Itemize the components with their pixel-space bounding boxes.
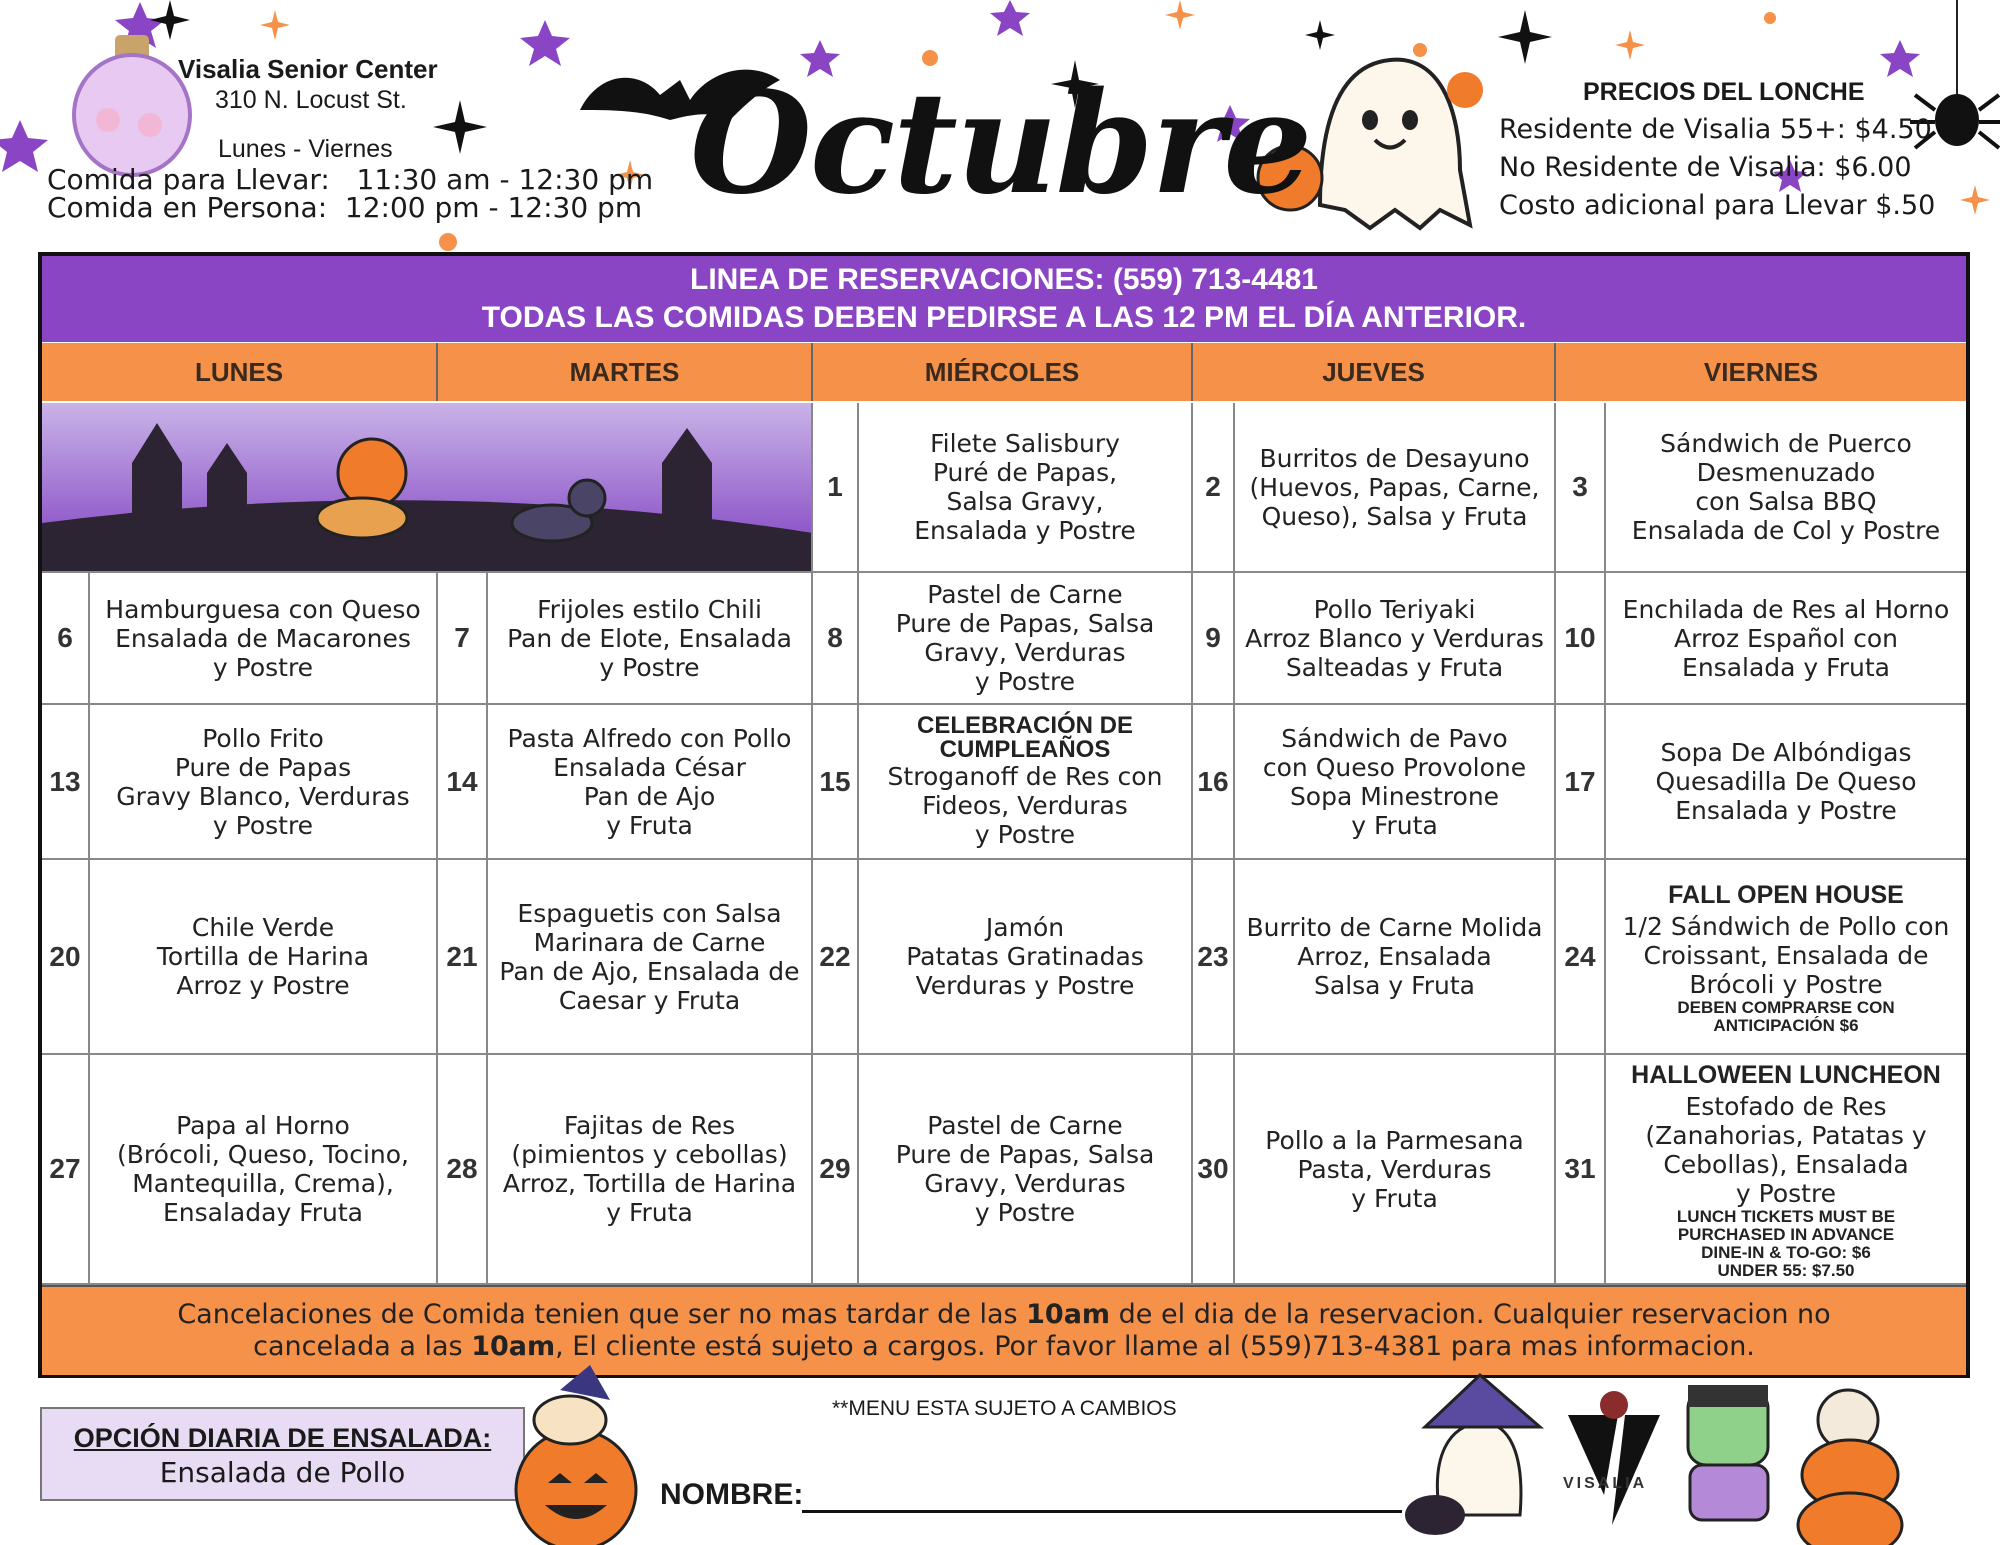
day-number: 28 xyxy=(438,1055,488,1283)
calendar-day-cell xyxy=(1193,1055,1556,1285)
menu-disclaimer: **MENU ESTA SUJETO A CAMBIOS xyxy=(832,1397,1177,1420)
weekday-header: MARTES xyxy=(438,343,813,401)
meal-line: y Fruta xyxy=(606,1198,693,1227)
meal-line: Caesar y Fruta xyxy=(558,985,741,1015)
calendar-day-cell xyxy=(1193,860,1556,1055)
day-number: 13 xyxy=(42,705,90,858)
meal-description xyxy=(1235,1055,1554,1283)
meal-description xyxy=(859,573,1191,703)
sparkle-icon xyxy=(1305,20,1335,50)
day-number: 27 xyxy=(42,1055,90,1283)
meal-line: Croissant, Ensalada de xyxy=(1643,941,1929,970)
meal-line: Queso), Salsa y Fruta xyxy=(1261,501,1528,531)
meal-line: y Postre xyxy=(212,810,314,840)
meal-description xyxy=(488,1055,811,1283)
sparkle-icon xyxy=(1498,10,1552,64)
halloween-scene xyxy=(42,403,813,573)
meal-line: Filete Salisbury xyxy=(930,429,1120,458)
calendar-day-cell xyxy=(813,403,1193,573)
dot-icon xyxy=(1764,12,1776,24)
calendar-day-cell xyxy=(438,705,813,860)
meal-line: Sándwich de Puerco xyxy=(1660,429,1912,458)
calendar-day-cell xyxy=(1556,1055,1966,1285)
meal-line: Pastel de Carne xyxy=(927,1111,1123,1140)
meal-line: con Salsa BBQ xyxy=(1695,487,1877,516)
meal-description xyxy=(90,860,436,1053)
meal-line: Patatas Gratinadas xyxy=(906,942,1144,971)
day-number: 21 xyxy=(438,860,488,1053)
calendar-day-cell xyxy=(813,573,1193,705)
day-number: 16 xyxy=(1193,705,1235,858)
sparkle-icon xyxy=(150,0,190,40)
meal-line: Pure de Papas, Salsa xyxy=(895,1140,1155,1169)
center-address: 310 N. Locust St. xyxy=(215,86,407,114)
day-number: 1 xyxy=(813,403,859,571)
meal-line: Hamburguesa con Queso xyxy=(105,594,421,624)
meal-description xyxy=(90,573,436,703)
meal-line: Burrito de Carne Molida xyxy=(1246,913,1543,942)
meal-line: Desmenuzado xyxy=(1696,458,1876,487)
meal-line: Pure de Papas xyxy=(174,752,352,782)
frankenstein-icon xyxy=(1688,1385,1768,1520)
meal-line: Fideos, Verduras xyxy=(922,791,1128,820)
policy-time: 10am xyxy=(1026,1299,1111,1330)
meal-description xyxy=(488,573,811,703)
event-heading: FALL OPEN HOUSE xyxy=(1668,881,1904,909)
meal-line: Gravy, Verduras xyxy=(924,1169,1126,1198)
meal-line: Pan de Ajo, Ensalada de xyxy=(499,956,800,986)
meal-line: Ensalada de Macarones xyxy=(115,623,411,653)
meal-description xyxy=(488,705,811,858)
sparkle-icon xyxy=(260,10,290,40)
meal-line: Jamón xyxy=(985,913,1065,942)
star-icon xyxy=(0,120,48,172)
visalia-logo-icon xyxy=(1568,1391,1660,1525)
sparkle-icon xyxy=(1960,185,1990,215)
witch-ghost-icon xyxy=(1405,1375,1540,1535)
sparkle-icon xyxy=(433,100,487,154)
day-number: 23 xyxy=(1193,860,1235,1053)
meal-line: Pollo Teriyaki xyxy=(1313,594,1476,624)
meal-line: Sopa Minestrone xyxy=(1289,781,1500,811)
meal-line: Stroganoff de Res con xyxy=(887,762,1163,791)
order-deadline: TODAS LAS COMIDAS DEBEN PEDIRSE A LAS 12 PM EL DÍA ANTERIOR. xyxy=(481,301,1527,334)
policy-text: de el dia de la reservacion. Cualquier reservacion no xyxy=(1110,1299,1831,1330)
day-number: 20 xyxy=(42,860,90,1053)
meal-line: Sándwich de Pavo xyxy=(1281,723,1508,753)
day-number: 8 xyxy=(813,573,859,703)
meal-line: (Brócoli, Queso, Tocino, xyxy=(117,1140,409,1169)
calendar-day-cell xyxy=(1556,403,1966,573)
meal-line: Ensalada y Fruta xyxy=(1682,652,1890,682)
event-note: PURCHASED IN ADVANCE xyxy=(1677,1225,1895,1244)
meal-line: Ensalada y Postre xyxy=(914,516,1136,545)
calendar-day-cell xyxy=(42,1055,438,1285)
meal-line: Sopa De Albóndigas xyxy=(1660,738,1912,767)
event-note: ANTICIPACIÓN $6 xyxy=(1713,1016,1859,1035)
weekday-header: LUNES xyxy=(42,343,438,401)
meal-line: y Fruta xyxy=(1351,1183,1438,1213)
meal-description xyxy=(859,705,1191,858)
day-number: 22 xyxy=(813,860,859,1053)
meal-description xyxy=(1606,1055,1966,1283)
weekday-header: MIÉRCOLES xyxy=(813,343,1193,401)
calendar-day-cell xyxy=(1193,705,1556,860)
sparkle-icon xyxy=(1165,0,1195,30)
meal-description xyxy=(90,1055,436,1283)
meal-line: Enchilada de Res al Horno xyxy=(1622,594,1950,624)
star-icon xyxy=(520,20,570,66)
meal-line: y Postre xyxy=(1735,1179,1837,1208)
meal-line: Pollo Frito xyxy=(202,723,324,753)
meal-line: Pasta, Verduras xyxy=(1297,1154,1492,1184)
meal-line: Salsa y Fruta xyxy=(1314,971,1475,1000)
event-note: UNDER 55: $7.50 xyxy=(1717,1261,1855,1280)
cancellation-policy xyxy=(42,1285,1966,1375)
calendar-day-cell xyxy=(1556,705,1966,860)
meal-line: Ensalada César xyxy=(553,752,746,782)
meal-line: Ensalada y Postre xyxy=(1675,796,1897,825)
meal-line: (pimientos y cebollas) xyxy=(511,1140,788,1169)
meal-line: Pollo a la Parmesana xyxy=(1265,1125,1524,1155)
calendar-day-cell xyxy=(1193,403,1556,573)
calendar-day-cell xyxy=(1556,860,1966,1055)
meal-line: Gravy, Verduras xyxy=(924,638,1126,667)
meal-line: Arroz Blanco y Verduras xyxy=(1245,623,1544,653)
calendar-day-cell xyxy=(813,860,1193,1055)
dot-icon xyxy=(439,233,457,251)
meal-line: Cebollas), Ensalada xyxy=(1663,1150,1909,1179)
calendar-day-cell xyxy=(813,705,1193,860)
event-note: DINE-IN & TO-GO: $6 xyxy=(1701,1243,1871,1262)
meal-line: y Postre xyxy=(974,820,1076,849)
day-number: 15 xyxy=(813,705,859,858)
dot-icon xyxy=(1413,43,1427,57)
day-number: 6 xyxy=(42,573,90,703)
calendar-day-cell xyxy=(438,1055,813,1285)
calendar-day-cell xyxy=(438,860,813,1055)
potion-bottle-icon xyxy=(74,35,190,175)
meal-description xyxy=(859,403,1191,571)
policy-text: cancelada a las xyxy=(253,1331,472,1362)
calendar-day-cell xyxy=(42,573,438,705)
day-number: 14 xyxy=(438,705,488,858)
meal-description xyxy=(1606,860,1966,1053)
meal-line: Arroz, Tortilla de Harina xyxy=(502,1169,797,1198)
meal-description xyxy=(1606,573,1966,703)
daily-salad-item: Ensalada de Pollo xyxy=(159,1456,406,1489)
meal-description xyxy=(1235,403,1554,571)
meal-line: y Postre xyxy=(974,667,1076,696)
meal-line: Arroz y Postre xyxy=(176,971,350,1000)
weekday-header: VIERNES xyxy=(1556,343,1966,401)
meal-line: Frijoles estilo Chili xyxy=(537,594,762,624)
daily-salad-title: OPCIÓN DIARIA DE ENSALADA: xyxy=(73,1423,492,1453)
day-number: 10 xyxy=(1556,573,1606,703)
day-number: 7 xyxy=(438,573,488,703)
meal-line: Pastel de Carne xyxy=(927,580,1123,609)
meal-line: Estofado de Res xyxy=(1685,1092,1887,1121)
meal-line: Brócoli y Postre xyxy=(1689,970,1883,999)
event-note: LUNCH TICKETS MUST BE xyxy=(1676,1207,1896,1226)
day-number: 29 xyxy=(813,1055,859,1283)
day-number: 24 xyxy=(1556,860,1606,1053)
meal-line: y Fruta xyxy=(1351,810,1438,840)
calendar-day-cell xyxy=(813,1055,1193,1285)
meal-line: Fajitas de Res xyxy=(563,1111,736,1140)
meal-description xyxy=(1606,705,1966,858)
event-note: DEBEN COMPRARSE CON xyxy=(1677,998,1895,1017)
meal-description xyxy=(1235,705,1554,858)
meal-line: Pan de Elote, Ensalada xyxy=(507,623,792,653)
star-icon xyxy=(1880,40,1920,77)
meal-line: y Postre xyxy=(212,652,314,682)
pumpkin-stack-icon xyxy=(1798,1390,1902,1545)
price-nonresident: No Residente de Visalia: $6.00 xyxy=(1499,152,1912,183)
meal-line: y Postre xyxy=(974,1198,1076,1227)
meal-line: con Queso Provolone xyxy=(1262,752,1527,782)
policy-text: Cancelaciones de Comida tenien que ser no mas tardar de las xyxy=(177,1299,1027,1330)
meal-line: Quesadilla De Queso xyxy=(1655,767,1917,796)
takeout-schedule: Comida para Llevar: 11:30 am - 12:30 pm xyxy=(47,163,654,196)
reservation-banner xyxy=(42,256,1966,342)
day-number: 2 xyxy=(1193,403,1235,571)
weekday-header: JUEVES xyxy=(1193,343,1556,401)
price-resident: Residente de Visalia 55+: $4.50 xyxy=(1499,114,1932,145)
meal-line: Mantequilla, Crema), xyxy=(132,1169,394,1198)
center-name: Visalia Senior Center xyxy=(178,54,438,84)
meal-line: Gravy Blanco, Verduras xyxy=(116,781,410,811)
meal-line: y Fruta xyxy=(606,810,693,840)
meal-line: Chile Verde xyxy=(191,913,335,942)
meal-line: Salteadas y Fruta xyxy=(1285,652,1504,682)
visalia-logo-text: VISALIA xyxy=(1563,1475,1648,1492)
meal-description xyxy=(1235,860,1554,1053)
event-heading: HALLOWEEN LUNCHEON xyxy=(1631,1061,1941,1089)
meal-line: Verduras y Postre xyxy=(915,971,1135,1000)
dine-in-schedule: Comida en Persona: 12:00 pm - 12:30 pm xyxy=(47,191,643,224)
meal-description xyxy=(90,705,436,858)
meal-line: Espaguetis con Salsa xyxy=(517,898,782,928)
calendar-day-cell xyxy=(42,860,438,1055)
meal-line: Arroz Español con xyxy=(1674,623,1898,653)
meal-line: Pan de Ajo xyxy=(583,781,716,811)
reservation-phone: LINEA DE RESERVACIONES: (559) 713-4481 xyxy=(690,263,1318,296)
day-number: 31 xyxy=(1556,1055,1606,1283)
dog-pumpkin-icon xyxy=(338,439,406,507)
meal-line: Salsa Gravy, xyxy=(946,487,1104,516)
meal-line: y Postre xyxy=(599,652,700,682)
meal-description xyxy=(859,1055,1191,1283)
calendar-day-cell xyxy=(438,573,813,705)
prices-title: PRECIOS DEL LONCHE xyxy=(1583,78,1865,106)
star-icon xyxy=(990,0,1030,36)
service-days: Lunes - Viernes xyxy=(218,135,393,163)
meal-line: Ensaladay Fruta xyxy=(163,1198,363,1227)
meal-line: 1/2 Sándwich de Pollo con xyxy=(1622,912,1950,941)
day-number: 17 xyxy=(1556,705,1606,858)
day-number: 9 xyxy=(1193,573,1235,703)
meal-line: Pure de Papas, Salsa xyxy=(895,609,1155,638)
meal-description xyxy=(1606,403,1966,571)
halloween-illustration xyxy=(42,403,813,573)
policy-text: , El cliente está sujeto a cargos. Por favor llame al (559)713-4381 para mas informacion. xyxy=(555,1331,1755,1362)
name-label: NOMBRE: xyxy=(660,1478,804,1511)
event-heading: CUMPLEAÑOS xyxy=(939,736,1111,763)
meal-description xyxy=(488,860,811,1053)
meal-line: Papa al Horno xyxy=(176,1111,350,1140)
event-heading: CELEBRACIÓN DE xyxy=(916,712,1133,739)
meal-line: Tortilla de Harina xyxy=(156,942,370,971)
meal-line: Puré de Papas, xyxy=(932,458,1118,487)
meal-line: Marinara de Carne xyxy=(533,927,766,957)
month-title: Octubre xyxy=(690,62,1311,226)
meal-line: Ensalada de Col y Postre xyxy=(1631,516,1941,545)
meal-description xyxy=(859,860,1191,1053)
calendar-day-cell xyxy=(1556,573,1966,705)
bottom-decorations xyxy=(0,1365,2000,1545)
calendar-day-cell xyxy=(1193,573,1556,705)
sparkle-icon xyxy=(1615,30,1645,60)
meal-line: (Huevos, Papas, Carne, xyxy=(1249,472,1540,502)
day-number: 30 xyxy=(1193,1055,1235,1283)
calendar-day-cell xyxy=(42,705,438,860)
meal-line: Burritos de Desayuno xyxy=(1259,443,1530,473)
cat-pumpkin-icon xyxy=(516,1365,636,1545)
policy-time: 10am xyxy=(471,1331,556,1362)
price-takeout-extra: Costo adicional para Llevar $.50 xyxy=(1499,190,1936,221)
meal-line: (Zanahorias, Patatas y xyxy=(1645,1121,1927,1150)
meal-line: Arroz, Ensalada xyxy=(1297,942,1492,971)
meal-description xyxy=(1235,573,1554,703)
day-number: 3 xyxy=(1556,403,1606,571)
meal-line: Pasta Alfredo con Pollo xyxy=(507,723,792,753)
